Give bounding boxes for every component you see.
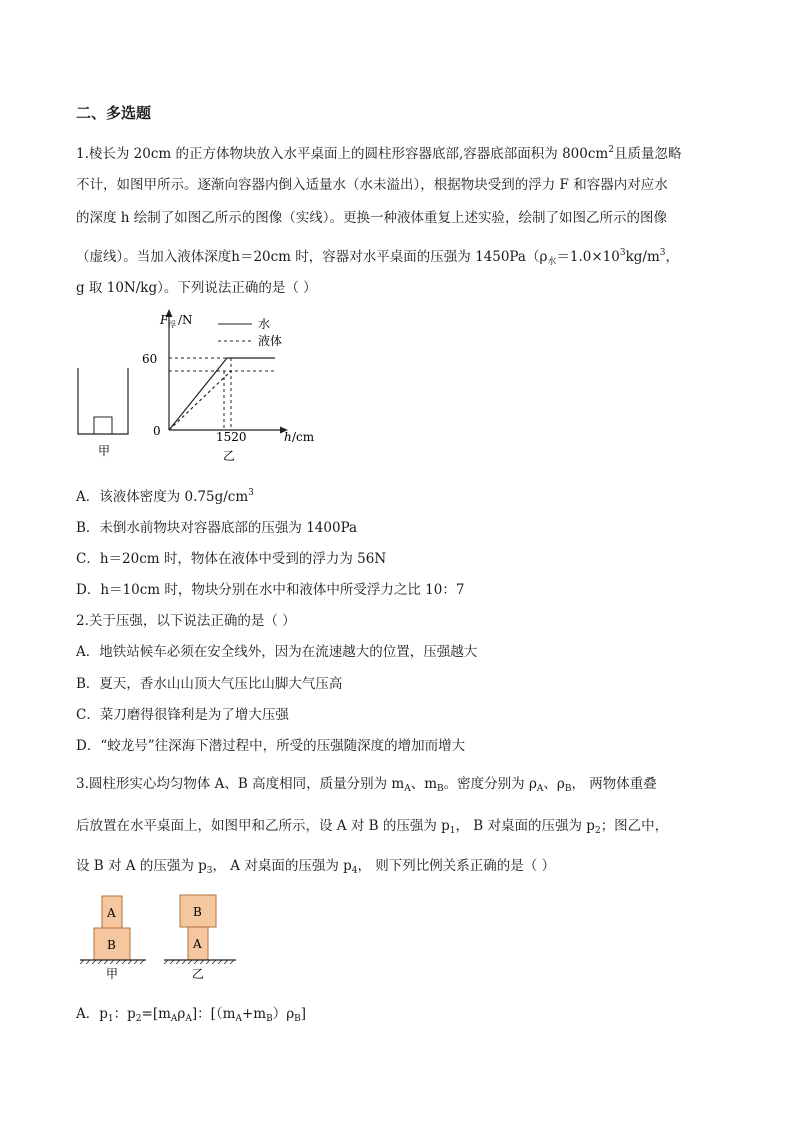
y-axis-label-sub: 浮 [168, 320, 176, 329]
container [78, 368, 128, 434]
q3-stem-line-3: 设 B 对 A 的压强为 $p_3$， A 对桌面的压强为 $p_4$， 则下列比例关系正确的是（ ） [76, 858, 556, 876]
yi-caption: 乙 [192, 967, 205, 981]
jia-label-b: B [107, 938, 116, 952]
q2-option-b: B．夏天，香水山山顶大气压比山脚大气压高 [76, 676, 343, 692]
q1-stem-line-3: 的深度 h 绘制了如图乙所示的图像（实线）。更换一种液体重复上述实验，绘制了如图乙所示的图像 [76, 210, 668, 226]
q2-stem: 2.关于压强，以下说法正确的是（ ） [76, 613, 296, 629]
q1-stem-line-2: 不计，如图甲所示。逐渐向容器内倒入适量水（水未溢出），根据物块受到的浮力 F 和容器内对应水 [76, 177, 668, 193]
jia-caption: 甲 [106, 967, 119, 981]
liquid-curve [169, 371, 231, 430]
q3-stem-line-2: 后放置在水平桌面上，如图甲和乙所示，设 A 对 B 的压强为 $p_1$， B 对桌面的压强为 $p_2$；图乙中， [76, 818, 669, 836]
jia-label-a: A [107, 906, 116, 920]
legend-water: 水 [258, 317, 271, 331]
q2-option-a: A．地铁站候车必须在安全线外，因为在流速越大的位置，压强越大 [76, 644, 478, 660]
y-axis-label: F [160, 313, 169, 327]
q2-option-c: C．菜刀磨得很锋利是为了增大压强 [76, 707, 289, 723]
x-axis-label: h [284, 430, 292, 444]
tick-0: 0 [153, 424, 161, 438]
q3-option-a: A．$p_1$：$p_2=[m_A\rho_A]$：$[(m_A+m_B)\rho_B]$ [76, 1006, 307, 1024]
q1-figure [70, 305, 330, 467]
fig-caption-jia: 甲 [98, 444, 111, 458]
q1-stem-line-1: 1.棱长为 20cm 的正方体物块放入水平桌面上的圆柱形容器底部,容器底部面积为 $800cm^2$且质量忽略 [76, 145, 682, 162]
section-title: 二、多选题 [76, 104, 152, 122]
q1-option-a: A．该液体密度为 $0.75g/cm^3$ [76, 488, 254, 505]
fig-caption-yi: 乙 [223, 449, 236, 463]
q3-figure [76, 890, 246, 985]
yi-label-b: B [193, 905, 202, 919]
q1-option-d: D．h＝10cm 时，物块分别在水中和液体中所受浮力之比 10：7 [76, 582, 465, 598]
q3-stem-line-1: 3.圆柱形实心均匀物体 A、B 高度相同，质量分别为 $m_A$、$m_B$。密度分别为 $\rho_A$、$\rho_B$， 两物体重叠 [76, 776, 657, 794]
q1-stem-line-4: （虚线）。当加入液体深度h＝20cm 时，容器对水平桌面的压强为 $1450Pa(\rho_水=1.0\times 10^3kg/m^3$， [76, 248, 680, 267]
water-curve [169, 358, 275, 430]
q2-option-d: D．“蛟龙号”往深海下潜过程中，所受的压强随深度的增加而增大 [76, 738, 466, 754]
legend-liquid: 液体 [258, 334, 283, 348]
yi-label-a: A [193, 937, 202, 951]
tick-x: 1520 [216, 430, 247, 444]
q1-stem-line-5: g 取 10N/kg）。下列说法正确的是（ ） [76, 280, 317, 296]
y-axis-unit: /N [178, 313, 193, 327]
x-axis-unit: /cm [292, 430, 315, 444]
cube-block [94, 417, 112, 434]
q1-option-c: C．h＝20cm 时，物体在液体中受到的浮力为 56N [76, 551, 387, 567]
tick-60: 60 [142, 352, 158, 366]
q1-option-b: B．未倒水前物块对容器底部的压强为 1400Pa [76, 520, 358, 536]
